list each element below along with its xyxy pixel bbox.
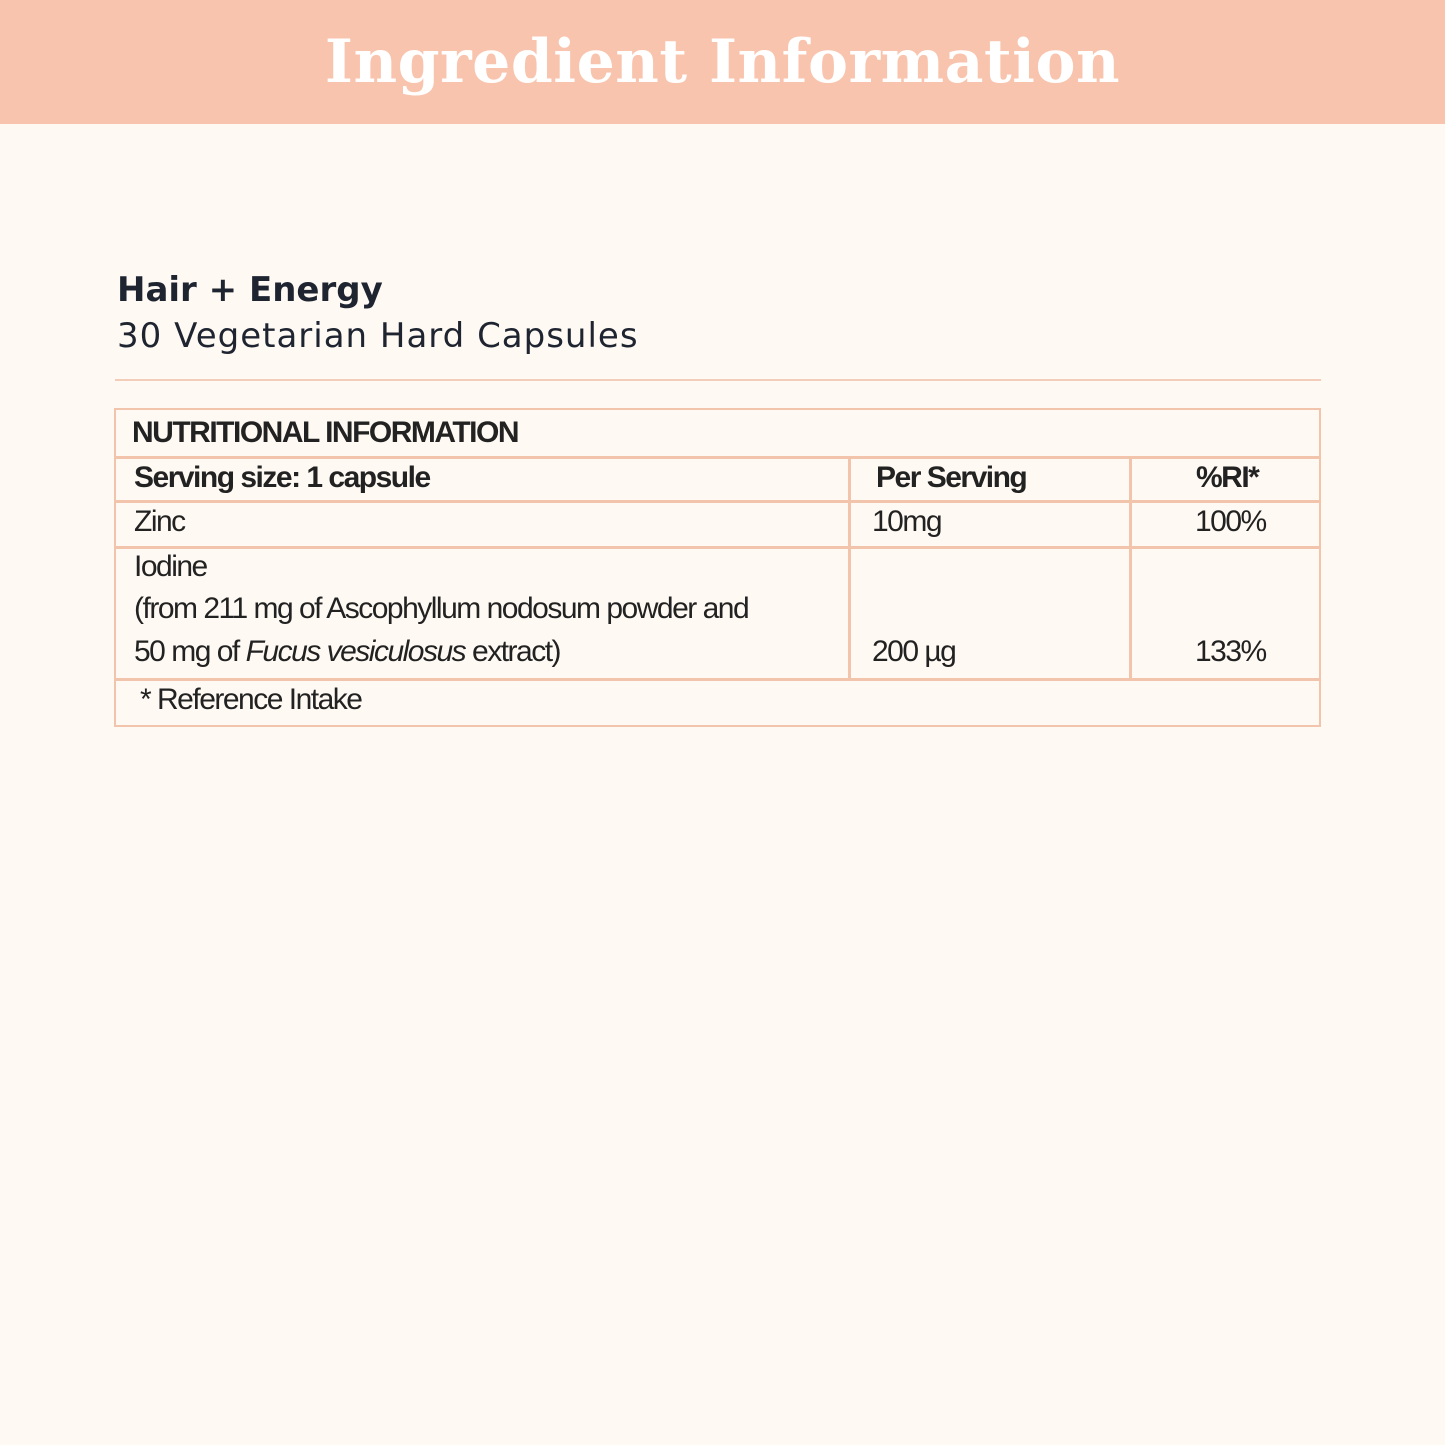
product-subtitle: 30 Vegetarian Hard Capsules [117, 316, 639, 356]
product-name: Hair + Energy [117, 270, 383, 310]
nutrient-ri: 133% [1195, 635, 1266, 668]
table-heading: NUTRITIONAL INFORMATION [132, 416, 519, 449]
nutrient-per-serving: 200 µg [872, 635, 956, 668]
divider [115, 379, 1321, 381]
nutrient-per-serving: 10mg [872, 505, 942, 538]
column-header-serving-size: Serving size: 1 capsule [134, 461, 430, 494]
nutrient-source-prefix: 50 mg of [134, 635, 246, 668]
nutrient-ri: 100% [1195, 505, 1266, 538]
footnote: * Reference Intake [140, 683, 362, 716]
table-divider [116, 456, 1319, 459]
nutrient-source [134, 635, 560, 669]
column-divider [848, 456, 851, 681]
column-header-ri: %RI* [1196, 461, 1259, 494]
table-divider [116, 678, 1319, 681]
table-divider [116, 500, 1319, 503]
nutrient-name: Iodine [134, 550, 207, 583]
nutrient-name: Zinc [134, 505, 185, 538]
table-divider [116, 546, 1319, 549]
page-title: Ingredient Information [324, 27, 1121, 97]
header-banner [0, 0, 1445, 124]
product-info [117, 268, 639, 358]
nutrient-source: (from 211 mg of Ascophyllum nodosum powder and [134, 592, 749, 625]
nutrient-source-suffix: extract) [465, 635, 561, 668]
column-header-per-serving: Per Serving [876, 461, 1027, 494]
nutrition-table [114, 408, 1321, 727]
column-divider [1129, 456, 1132, 681]
nutrient-source-species: Fucus vesiculosus [245, 635, 466, 668]
